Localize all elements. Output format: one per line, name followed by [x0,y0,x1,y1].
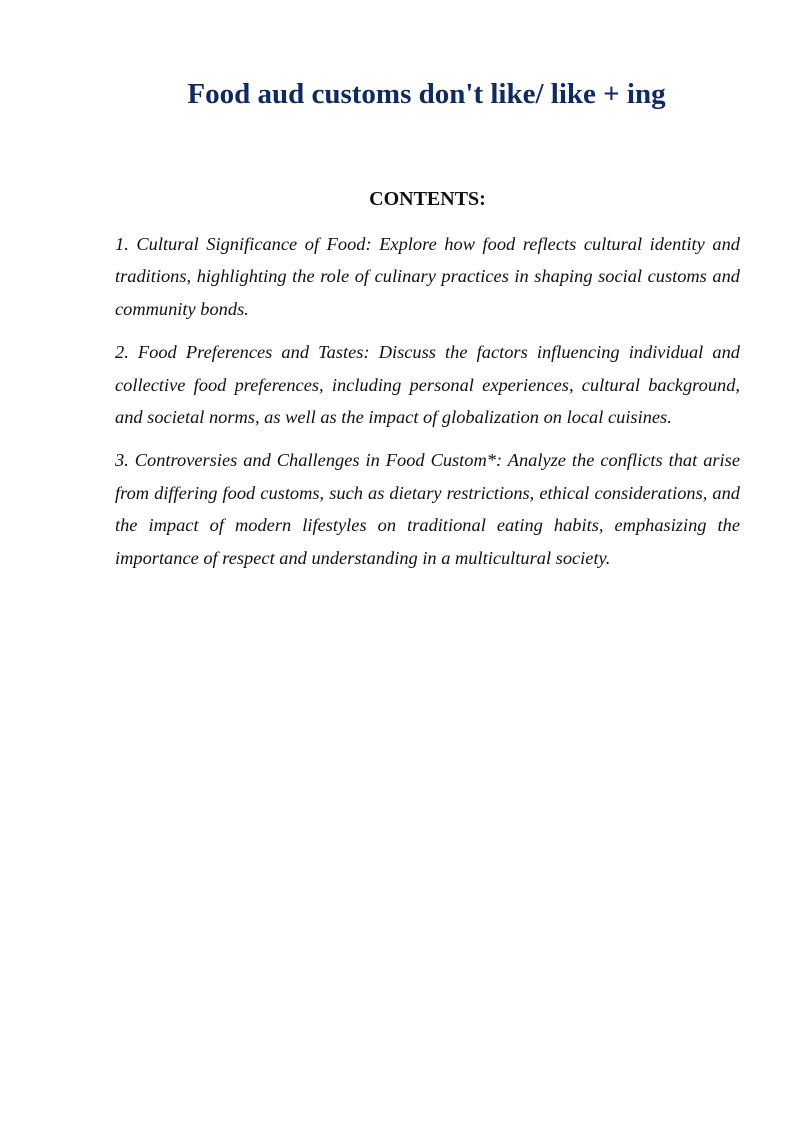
contents-list [115,228,740,574]
document-title: Food aud customs don't like/ like + ing [187,78,666,110]
contents-item-food-preferences: 2. Food Preferences and Tastes: Discuss the factors influencing individual and collective food preferences, including personal experiences, cultural background, and societal norms, as well as the impact of globalization on local cuisines. [115,342,740,428]
contents-item-cultural-significance: 1. Cultural Significance of Food: Explore how food reflects cultural identity and traditions, highlighting the role of culinary practices in shaping social customs and community bonds. [115,234,740,319]
contents-heading: CONTENTS: [369,188,486,210]
contents-item-controversies: 3. Controversies and Challenges in Food Custom*: Analyze the conflicts that arise from differing food customs, such as dietary restrictions, ethical considerations, and the impact of modern lifestyles on traditional eating habits, emphasizing the importance of respect and understanding in a multicultural society. [115,450,740,568]
